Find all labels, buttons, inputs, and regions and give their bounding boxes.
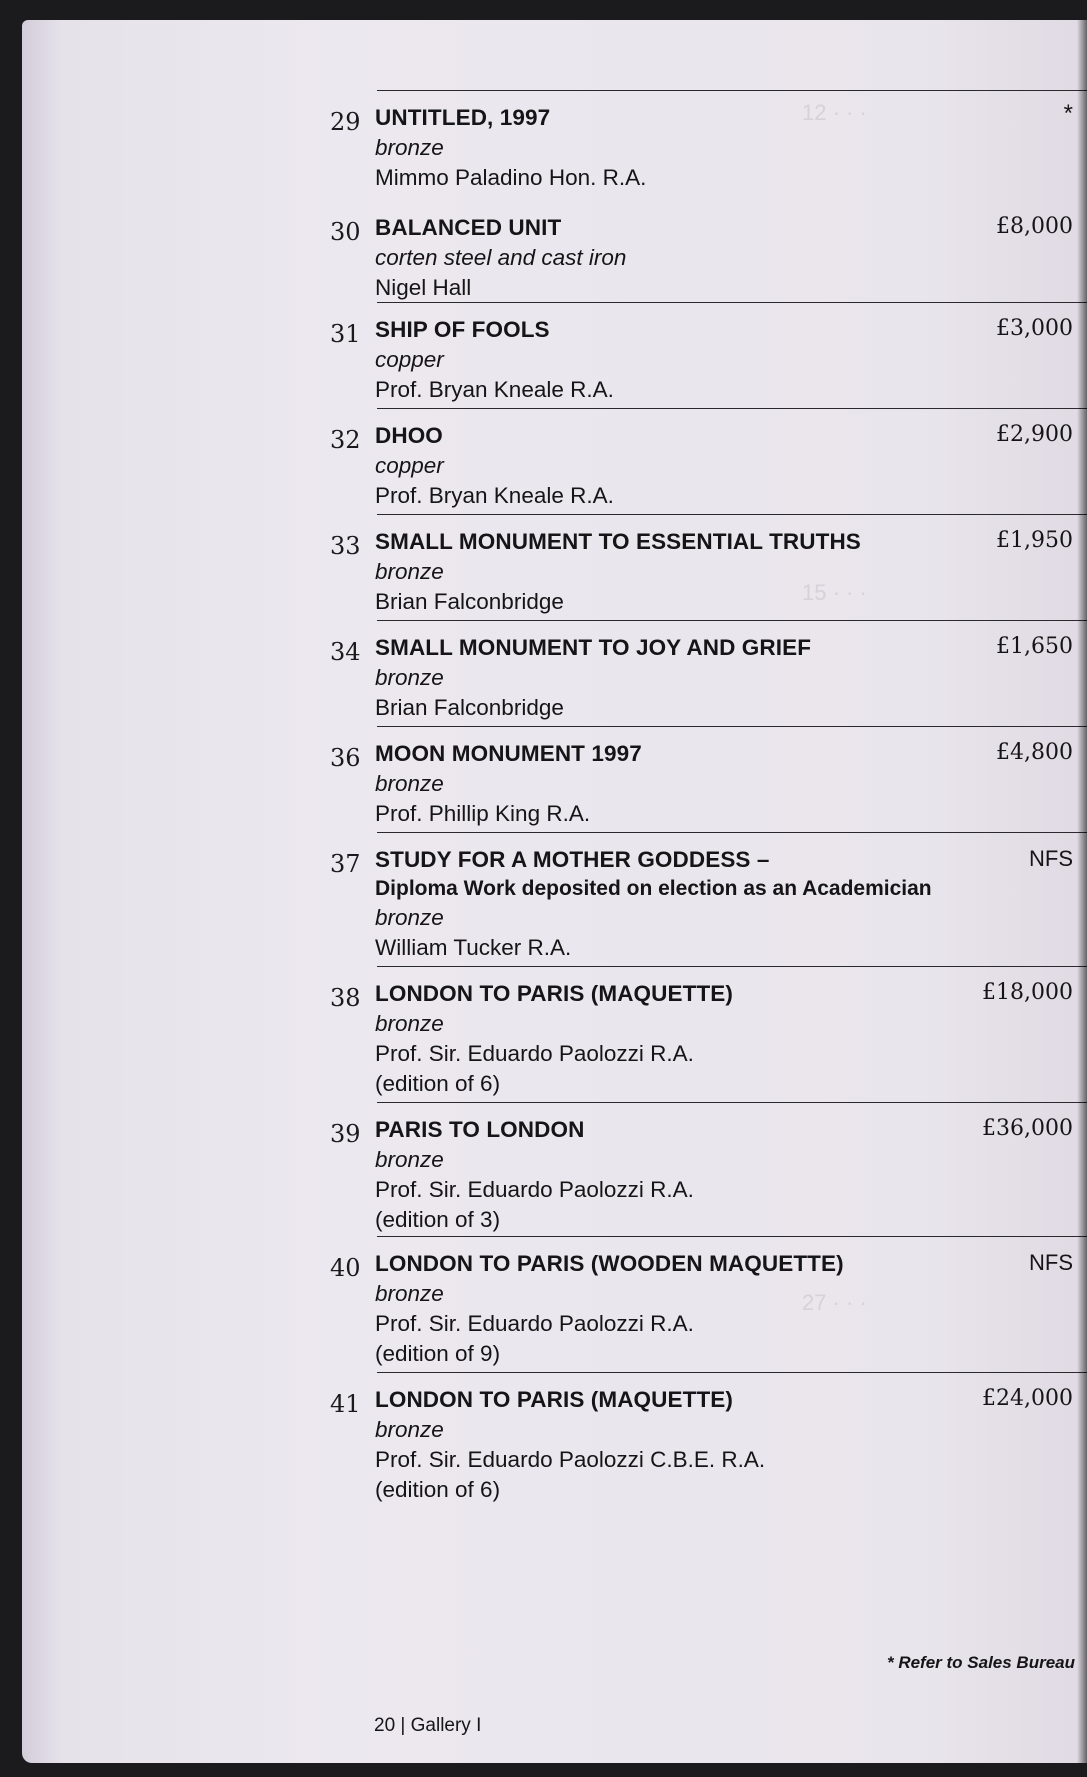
entry-title: SHIP OF FOOLS bbox=[375, 317, 550, 342]
entry-material: bronze bbox=[375, 1147, 444, 1172]
entry-number: 36 bbox=[330, 744, 361, 772]
divider bbox=[377, 620, 1087, 621]
entry-artist: Prof. Sir. Eduardo Paolozzi R.A. bbox=[375, 1311, 694, 1336]
entry-artist: Prof. Bryan Kneale R.A. bbox=[375, 483, 614, 508]
entry-number: 41 bbox=[330, 1390, 361, 1418]
entry-artist: Prof. Bryan Kneale R.A. bbox=[375, 377, 614, 402]
entry-artist: Nigel Hall bbox=[375, 275, 472, 300]
entry-price: £3,000 bbox=[996, 316, 1073, 341]
entry-edition: (edition of 6) bbox=[375, 1071, 501, 1096]
catalogue-page: 12 · · · 15 · · · 27 · · · 29 UNTITLED, 1997 bronze Mimmo Paladino Hon. R.A. * 30 BALANCED UNIT corten steel and cast iron Nigel Hall £8,000 31 SHIP OF FOOLS copper Prof. Bryan Kneale R.A. £3,000 32 DHOO copper Prof. Bryan Kneale R.A. £2,900 33 SMALL MONUMENT TO ESSENTIAL TRUTHS bronze Brian Falconbridge £1,950 34 SMALL MONUMENT TO JOY AND GRIEF bronze Brian Falconbridge £1,650 36 MOON MONUMENT 1997 bronze Prof. Phillip King R.A. £4,800 37 STUDY FOR A MOTHER GODDESS – Diploma Work deposited on election as an Academician bronze William Tucker R.A. NFS 38 LONDON TO PARIS (MAQUETTE) bronze Prof. Sir. Eduardo Paolozzi R.A. (edition of 6) £18,000 39 PARIS TO LONDON bronze Prof. Sir. Eduardo Paolozzi R.A. (edition of 3) £36,000 40 LONDON TO PARIS (WOODEN MAQUETTE) bronze Prof. Sir. Eduardo Paolozzi R.A. (edition of 9) NFS 41 LONDON TO PARIS (MAQUETTE) bronze Prof. Sir. Eduardo Paolozzi C.B.E. R.A. (edition of 6) £24,000 * Refer to Sales Bureau 20 | Gallery I bbox=[22, 20, 1087, 1763]
entry-material: bronze bbox=[375, 135, 444, 160]
entry-edition: (edition of 9) bbox=[375, 1341, 501, 1366]
divider bbox=[377, 1236, 1087, 1237]
entry-artist: Prof. Sir. Eduardo Paolozzi R.A. bbox=[375, 1177, 694, 1202]
entry-number: 38 bbox=[330, 984, 361, 1012]
entry-material: bronze bbox=[375, 1011, 444, 1036]
entry-artist: William Tucker R.A. bbox=[375, 935, 572, 960]
divider bbox=[377, 302, 1087, 303]
entry-title: LONDON TO PARIS (MAQUETTE) bbox=[375, 1387, 734, 1412]
entry-price: £24,000 bbox=[982, 1386, 1073, 1411]
entry-price: £36,000 bbox=[982, 1116, 1073, 1141]
entry-number: 30 bbox=[330, 218, 361, 246]
entry-price: £8,000 bbox=[996, 214, 1073, 239]
entry-price: £4,800 bbox=[996, 740, 1073, 765]
entry-number: 32 bbox=[330, 426, 361, 454]
entry-artist: Prof. Sir. Eduardo Paolozzi R.A. bbox=[375, 1041, 694, 1066]
entry-material: bronze bbox=[375, 905, 444, 930]
entry-number: 29 bbox=[330, 108, 361, 136]
entry-title: SMALL MONUMENT TO JOY AND GRIEF bbox=[375, 635, 812, 660]
entry-title: PARIS TO LONDON bbox=[375, 1117, 585, 1142]
divider bbox=[377, 1372, 1087, 1373]
entry-title: LONDON TO PARIS (WOODEN MAQUETTE) bbox=[375, 1251, 844, 1276]
entry-price: NFS bbox=[1029, 1250, 1073, 1275]
divider bbox=[377, 726, 1087, 727]
entry-number: 39 bbox=[330, 1120, 361, 1148]
divider bbox=[377, 408, 1087, 409]
entry-material: bronze bbox=[375, 665, 444, 690]
divider bbox=[377, 1102, 1087, 1103]
entry-title: SMALL MONUMENT TO ESSENTIAL TRUTHS bbox=[375, 529, 861, 554]
entry-title: UNTITLED, 1997 bbox=[375, 105, 551, 130]
entry-material: copper bbox=[375, 347, 444, 372]
entry-number: 33 bbox=[330, 532, 361, 560]
entry-edition: (edition of 6) bbox=[375, 1477, 501, 1502]
entry-material: bronze bbox=[375, 1281, 444, 1306]
sales-bureau-footnote: * Refer to Sales Bureau bbox=[886, 1653, 1075, 1672]
entry-artist: Brian Falconbridge bbox=[375, 589, 564, 614]
entry-artist: Prof. Sir. Eduardo Paolozzi C.B.E. R.A. bbox=[375, 1447, 766, 1472]
entry-title: LONDON TO PARIS (MAQUETTE) bbox=[375, 981, 734, 1006]
divider bbox=[377, 832, 1087, 833]
entry-edition: (edition of 3) bbox=[375, 1207, 501, 1232]
entry-price: £2,900 bbox=[996, 422, 1073, 447]
entry-number: 40 bbox=[330, 1254, 361, 1282]
entry-material: bronze bbox=[375, 559, 444, 584]
entry-price: £1,950 bbox=[996, 528, 1073, 553]
entry-material: bronze bbox=[375, 771, 444, 796]
entry-material: corten steel and cast iron bbox=[375, 245, 627, 270]
entry-material: copper bbox=[375, 453, 444, 478]
entry-price: £18,000 bbox=[982, 980, 1073, 1005]
entry-title: DHOO bbox=[375, 423, 443, 448]
entry-price: NFS bbox=[1029, 846, 1073, 871]
entry-title: BALANCED UNIT bbox=[375, 215, 562, 240]
entry-price: * bbox=[1063, 100, 1073, 127]
entry-number: 34 bbox=[330, 638, 361, 666]
entry-title: STUDY FOR A MOTHER GODDESS – bbox=[375, 847, 770, 872]
entry-artist: Mimmo Paladino Hon. R.A. bbox=[375, 165, 647, 190]
entry-price: £1,650 bbox=[996, 634, 1073, 659]
page-footer: 20 | Gallery I bbox=[374, 1715, 482, 1736]
divider bbox=[377, 90, 1087, 91]
entry-artist: Prof. Phillip King R.A. bbox=[375, 801, 591, 826]
entry-number: 31 bbox=[330, 320, 361, 348]
entry-title: MOON MONUMENT 1997 bbox=[375, 741, 642, 766]
entry-subtitle: Diploma Work deposited on election as an Academician bbox=[375, 877, 932, 900]
entry-material: bronze bbox=[375, 1417, 444, 1442]
entry-artist: Brian Falconbridge bbox=[375, 695, 564, 720]
entry-number: 37 bbox=[330, 850, 361, 878]
divider bbox=[377, 966, 1087, 967]
divider bbox=[377, 514, 1087, 515]
